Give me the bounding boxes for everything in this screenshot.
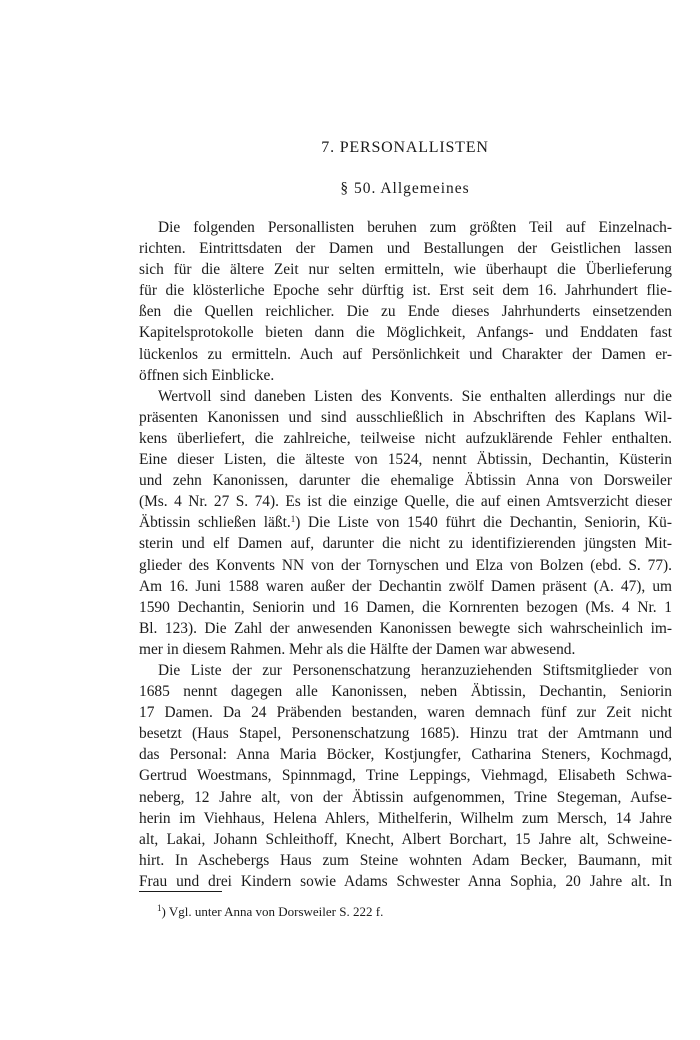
text-line: neberg, 12 Jahre alt, von der Äbtissin aufgenommen, Trine Stegeman, Aufse- — [139, 788, 672, 806]
body-text — [139, 217, 672, 892]
footnote-text: ) Vgl. unter Anna von Dorsweiler S. 222 f. — [161, 904, 384, 919]
text-line: kens überliefert, die zahlreiche, teilweise nicht aufzuklärende Fehler enthalten. — [139, 429, 672, 447]
text-line: für die klösterliche Epoche sehr dürftig ist. Erst seit dem 16. Jahrhundert flie- — [139, 282, 672, 300]
text-line: Gertrud Woestmans, Spinnmagd, Trine Leppings, Viehmagd, Elisabeth Schwa- — [139, 767, 672, 785]
text-line: 1685 nennt dagegen alle Kanonissen, neben Äbtissin, Dechantin, Seniorin — [139, 683, 672, 701]
text-line: Wertvoll sind daneben Listen des Konvents. Sie enthalten allerdings nur die — [158, 387, 672, 405]
text-line: alt, Lakai, Johann Schleithoff, Knecht, Albert Borchart, 15 Jahre alt, Schweine- — [139, 830, 672, 848]
footnote — [157, 904, 383, 920]
text-line: besetzt (Haus Stapel, Personenschatzung 1685). Hinzu trat der Amtmann und — [139, 725, 672, 743]
text-line: Bl. 123). Die Zahl der anwesenden Kanonissen bewegte sich wahrscheinlich im- — [139, 619, 672, 637]
text-line: Die Liste der zur Personenschatzung heranzuziehenden Stiftsmitglieder von — [158, 661, 672, 679]
text-line: hirt. In Aschebergs Haus zum Steine wohnten Adam Becker, Baumann, mit — [139, 851, 672, 869]
text-line: herin im Viehhaus, Helena Ahlers, Mithelferin, Wilhelm zum Mersch, 14 Jahre — [139, 809, 672, 827]
text-line: Äbtissin schließen läßt.$^1$) Die Liste von 1540 führt die Dechantin, Seniorin, Kü- — [139, 514, 672, 532]
text-line: (Ms. 4 Nr. 27 S. 74). Es ist die einzige Quelle, die auf einen Amtsverzicht dieser — [139, 493, 672, 511]
text-line: sich für die ältere Zeit nur selten ermitteln, wie überhaupt die Überlieferung — [139, 261, 672, 279]
text-line: und zehn Kanonissen, darunter die ehemalige Äbtissin Anna von Dorsweiler — [139, 472, 672, 490]
text-line: 1590 Dechantin, Seniorin und 16 Damen, die Kornrenten bezogen (Ms. 4 Nr. 1 — [139, 598, 672, 616]
text-line: sterin und elf Damen auf, darunter die nicht zu identifizierenden jüngsten Mit- — [139, 535, 672, 553]
footnote-separator — [139, 891, 222, 892]
text-line: Kapitelsprotokolle bieten dann die Möglichkeit, Anfangs- und Enddaten fast — [139, 324, 672, 342]
footnote-reference: 1 — [290, 514, 296, 525]
text-line: Am 16. Juni 1588 waren außer der Dechantin zwölf Damen präsent (A. 47), um — [139, 577, 672, 595]
text-line: Eine dieser Listen, die älteste von 1524, nennt Äbtissin, Dechantin, Küsterin — [139, 451, 672, 469]
section-title: § 50. Allgemeines — [340, 180, 470, 197]
text-line: glieder des Konvents NN von der Tornyschen und Elza von Bolzen (ebd. S. 77). — [139, 556, 672, 574]
text-line: richten. Eintrittsdaten der Damen und Bestallungen der Geistlichen lassen — [139, 240, 672, 258]
text-line: lückenlos zu ermitteln. Auch auf Persönlichkeit und Charakter der Damen er- — [139, 345, 672, 363]
text-line: 17 Damen. Da 24 Präbenden bestanden, waren demnach fünf zur Zeit nicht — [139, 704, 672, 722]
text-line: Frau und drei Kindern sowie Adams Schwester Anna Sophia, 20 Jahre alt. In — [139, 872, 672, 890]
text-line: präsenten Kanonissen und sind ausschließlich in Abschriften des Kaplans Wil- — [139, 408, 672, 426]
chapter-title: 7. PERSONALLISTEN — [321, 139, 489, 156]
text-line: mer in diesem Rahmen. Mehr als die Hälfte der Damen war abwesend. — [139, 640, 576, 658]
text-line: das Personal: Anna Maria Böcker, Kostjungfer, Catharina Steners, Kochmagd, — [139, 746, 672, 764]
footnote-marker: 1 — [157, 903, 162, 913]
text-line: öffnen sich Einblicke. — [139, 366, 275, 384]
text-line: Die folgenden Personallisten beruhen zum größten Teil auf Einzelnach- — [158, 219, 672, 236]
text-line: ßen die Quellen reichlicher. Die zu Ende dieses Jahrhunderts einsetzenden — [139, 303, 672, 321]
